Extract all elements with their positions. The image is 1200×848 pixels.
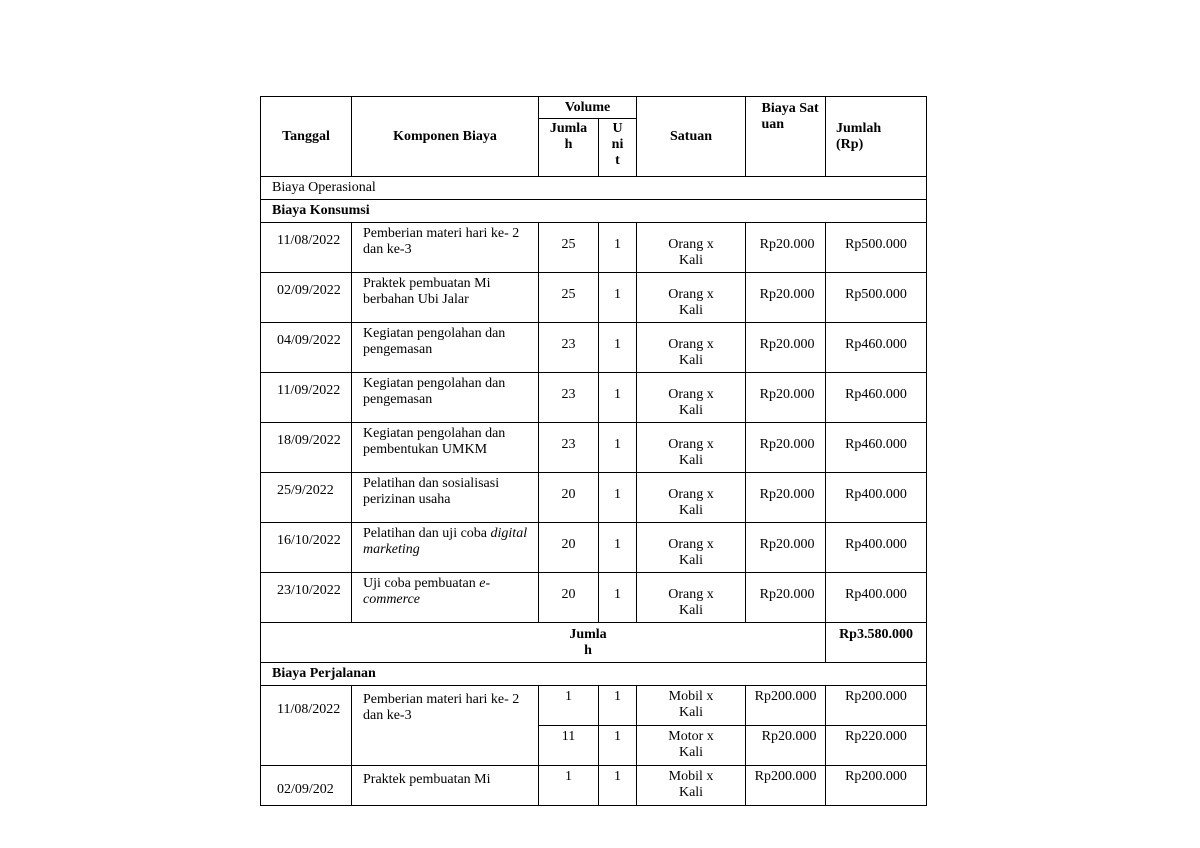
komponen-text-a: Pelatihan dan uji coba	[363, 526, 488, 541]
tanggal-cell	[261, 223, 352, 273]
header-row	[261, 97, 927, 119]
satuan-cell	[637, 686, 746, 726]
komponen-text: Kegiatan pengolahan dan pengemasan	[363, 376, 506, 407]
biaya-text: Rp20.000	[759, 387, 815, 402]
satuan-cell	[637, 573, 746, 623]
header-jumlah-rp	[826, 97, 927, 177]
unit-cell: 1	[599, 423, 637, 473]
satuan-cell	[637, 223, 746, 273]
komponen-text-a: Uji coba pembuatan	[363, 576, 476, 591]
section-operasional: Biaya Operasional	[261, 177, 927, 200]
satuan-text: Orang x Kali	[668, 537, 714, 568]
konsumsi-rows	[261, 223, 927, 623]
komponen-cell	[352, 473, 539, 523]
unit-cell: 1	[599, 766, 637, 806]
komponen-cell	[352, 223, 539, 273]
unit-cell: 1	[599, 373, 637, 423]
table-row	[261, 473, 927, 523]
total-cell: Rp460.000	[826, 423, 927, 473]
table-row	[261, 523, 927, 573]
header-volume: Volume	[539, 97, 637, 119]
satuan-cell	[637, 523, 746, 573]
total-cell: Rp200.000	[826, 686, 927, 726]
header-jumlah-volume	[539, 119, 599, 177]
tanggal-cell	[261, 523, 352, 573]
jumlah-cell: 20	[539, 573, 599, 623]
komponen-cell	[352, 686, 539, 766]
biaya-text: Rp20.000	[759, 287, 815, 302]
tanggal-text: 11/08/2022	[277, 233, 341, 248]
komponen-cell	[352, 373, 539, 423]
komponen-text-b: e-commerce	[363, 576, 491, 607]
jumlah-cell: 1	[539, 766, 599, 806]
jumlah-cell: 25	[539, 223, 599, 273]
satuan-cell	[637, 373, 746, 423]
biaya-cell	[746, 273, 826, 323]
satuan-cell	[637, 423, 746, 473]
header-biaya-satuan-text: Biaya Satuan	[761, 101, 819, 132]
biaya-cell	[746, 726, 826, 766]
jumlah-cell: 1	[539, 686, 599, 726]
komponen-cell	[352, 523, 539, 573]
satuan-text: Orang x Kali	[668, 337, 714, 368]
konsumsi-total-label	[261, 623, 826, 663]
total-cell: Rp200.000	[826, 766, 927, 806]
section-konsumsi: Biaya Konsumsi	[261, 200, 927, 223]
biaya-text: Rp20.000	[759, 537, 815, 552]
tanggal-cell	[261, 686, 352, 766]
satuan-cell	[637, 726, 746, 766]
unit-cell: 1	[599, 223, 637, 273]
satuan-text: Orang x Kali	[668, 287, 714, 318]
jumlah-cell: 20	[539, 473, 599, 523]
biaya-text: Rp20.000	[759, 587, 815, 602]
tanggal-cell	[261, 273, 352, 323]
tanggal-text: 02/09/202	[277, 782, 334, 797]
satuan-text: Orang x Kali	[668, 587, 714, 618]
biaya-cell	[746, 686, 826, 726]
biaya-cell	[746, 373, 826, 423]
unit-cell: 1	[599, 523, 637, 573]
biaya-text: Rp20.000	[759, 437, 815, 452]
jumlah-cell: 23	[539, 423, 599, 473]
section-row-operasional	[261, 177, 927, 200]
tanggal-cell	[261, 573, 352, 623]
unit-cell: 1	[599, 573, 637, 623]
tanggal-text: 02/09/2022	[277, 283, 341, 298]
unit-cell: 1	[599, 686, 637, 726]
komponen-cell	[352, 423, 539, 473]
table-row	[261, 323, 927, 373]
komponen-wrap	[363, 576, 533, 608]
biaya-text: Rp20.000	[759, 487, 815, 502]
unit-cell: 1	[599, 273, 637, 323]
konsumsi-total-value	[826, 623, 927, 663]
biaya-text: Rp200.000	[754, 689, 817, 704]
satuan-cell	[637, 323, 746, 373]
table-row	[261, 766, 927, 806]
biaya-cell	[746, 323, 826, 373]
total-cell: Rp500.000	[826, 273, 927, 323]
biaya-cell	[746, 523, 826, 573]
perjalanan-rows	[261, 686, 927, 806]
komponen-text: Kegiatan pengolahan dan pengemasan	[363, 326, 506, 357]
total-cell: Rp400.000	[826, 473, 927, 523]
tanggal-text: 04/09/2022	[277, 333, 341, 348]
total-cell: Rp400.000	[826, 523, 927, 573]
unit-cell: 1	[599, 726, 637, 766]
komponen-text-b: digital marketing	[363, 526, 528, 557]
biaya-text: Rp200.000	[754, 769, 817, 784]
tanggal-text: 23/10/2022	[277, 583, 341, 598]
header-unit	[599, 119, 637, 177]
total-cell: Rp400.000	[826, 573, 927, 623]
konsumsi-total-label-text: Jumlah	[569, 627, 607, 658]
jumlah-cell: 23	[539, 323, 599, 373]
tanggal-text: 25/9/2022	[277, 483, 334, 498]
satuan-cell	[637, 273, 746, 323]
tanggal-text: 11/09/2022	[277, 383, 341, 398]
table-row	[261, 273, 927, 323]
satuan-text: Orang x Kali	[668, 487, 714, 518]
jumlah-cell: 20	[539, 523, 599, 573]
header-satuan: Satuan	[637, 97, 746, 177]
biaya-text: Rp20.000	[759, 337, 815, 352]
satuan-cell	[637, 473, 746, 523]
table-row	[261, 573, 927, 623]
header-tanggal: Tanggal	[261, 97, 352, 177]
satuan-text: Orang x Kali	[668, 437, 714, 468]
komponen-text: Pemberian materi hari ke- 2 dan ke-3	[363, 692, 520, 723]
section-row-perjalanan	[261, 663, 927, 686]
unit-cell: 1	[599, 323, 637, 373]
satuan-text: Orang x Kali	[668, 237, 714, 268]
komponen-cell	[352, 573, 539, 623]
tanggal-cell	[261, 766, 352, 806]
jumlah-cell: 25	[539, 273, 599, 323]
satuan-text: Orang x Kali	[668, 387, 714, 418]
header-komponen: Komponen Biaya	[352, 97, 539, 177]
biaya-text: Rp20.000	[761, 729, 817, 744]
satuan-text: Mobil x Kali	[668, 689, 714, 720]
header-unit-text: Unit	[611, 121, 624, 168]
table-row	[261, 686, 927, 726]
komponen-text: Praktek pembuatan Mi berbahan Ubi Jalar	[363, 276, 491, 307]
header-jumlah-rp-text: Jumlah (Rp)	[836, 120, 882, 152]
satuan-text: Motor x Kali	[668, 729, 714, 760]
tanggal-cell	[261, 423, 352, 473]
biaya-cell	[746, 423, 826, 473]
table-row	[261, 223, 927, 273]
section-row-konsumsi	[261, 200, 927, 223]
table-row	[261, 423, 927, 473]
tanggal-cell	[261, 473, 352, 523]
biaya-cell	[746, 473, 826, 523]
tanggal-cell	[261, 373, 352, 423]
komponen-text: Kegiatan pengolahan dan pembentukan UMKM	[363, 426, 506, 457]
budget-table	[260, 96, 927, 806]
total-cell: Rp500.000	[826, 223, 927, 273]
total-cell: Rp220.000	[826, 726, 927, 766]
biaya-cell	[746, 766, 826, 806]
komponen-text: Pelatihan dan sosialisasi perizinan usaha	[363, 476, 500, 507]
satuan-cell	[637, 766, 746, 806]
section-perjalanan: Biaya Perjalanan	[261, 663, 927, 686]
header-biaya-satuan	[746, 97, 826, 177]
tanggal-text: 16/10/2022	[277, 533, 341, 548]
biaya-text: Rp20.000	[759, 237, 815, 252]
header-jumlah-volume-text: Jumlah	[549, 121, 588, 152]
jumlah-cell: 23	[539, 373, 599, 423]
unit-cell: 1	[599, 473, 637, 523]
konsumsi-total-value-text: Rp3.580.000	[839, 627, 913, 642]
komponen-wrap	[363, 526, 533, 558]
konsumsi-total-row	[261, 623, 927, 663]
komponen-cell	[352, 323, 539, 373]
komponen-text: Pemberian materi hari ke- 2 dan ke-3	[363, 226, 520, 257]
tanggal-text: 11/08/2022	[277, 702, 341, 717]
jumlah-cell: 11	[539, 726, 599, 766]
biaya-cell	[746, 573, 826, 623]
tanggal-cell	[261, 323, 352, 373]
biaya-cell	[746, 223, 826, 273]
total-cell: Rp460.000	[826, 323, 927, 373]
table-row	[261, 373, 927, 423]
komponen-cell	[352, 766, 539, 806]
komponen-cell	[352, 273, 539, 323]
total-cell: Rp460.000	[826, 373, 927, 423]
komponen-text: Praktek pembuatan Mi	[363, 772, 491, 787]
tanggal-text: 18/09/2022	[277, 433, 341, 448]
satuan-text: Mobil x Kali	[668, 769, 714, 800]
